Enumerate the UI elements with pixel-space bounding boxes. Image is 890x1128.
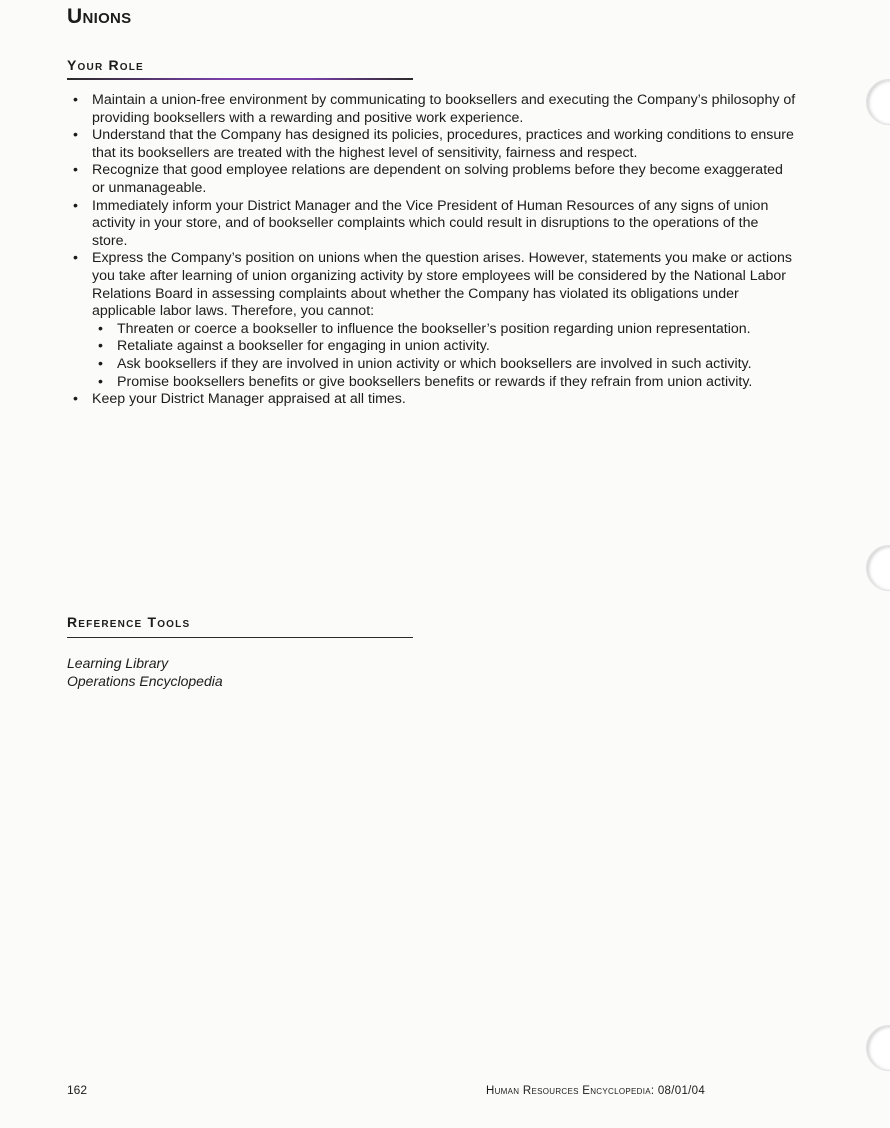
bullet-text: Immediately inform your District Manager and the Vice President of Human Resources of any signs of union activity in your store, and of bookseller complaints which could result in disruptions to the operations of the store. xyxy=(92,197,769,249)
sub-bullet-item xyxy=(92,321,797,339)
page-title: Unions xyxy=(67,5,132,28)
reference-item-operations-encyclopedia: Operations Encyclopedia xyxy=(67,672,223,689)
reference-item-learning-library: Learning Library xyxy=(67,655,169,671)
your-role-rule xyxy=(67,78,413,80)
binder-hole-bottom xyxy=(866,1025,890,1071)
binder-hole-middle xyxy=(866,545,890,591)
bullet-text: Keep your District Manager appraised at all times. xyxy=(92,391,406,408)
bullet-text: Recognize that good employee relations are dependent on solving problems before they become exaggerated or unmanageable. xyxy=(92,162,783,196)
bullet-text: Express the Company’s position on unions when the question arises. However, statements you make or actions you take after learning of union organizing activity by store employees will be considered by the National Labor Relations Board in assessing complaints about whether the Company has violated its obligations under applicable labor laws. Therefore, you cannot: xyxy=(92,250,793,320)
bullet-item xyxy=(67,127,797,162)
page-number: 162 xyxy=(67,1083,88,1097)
bullet-text: Understand that the Company has designed its policies, procedures, practices and working conditions to ensure that its booksellers are treated with the highest level of sensitivity, fairness and respect. xyxy=(92,127,794,161)
reference-tools-rule xyxy=(67,637,413,638)
reference-tools-heading: Reference Tools xyxy=(67,614,191,630)
footer-text: Human Resources Encyclopedia: 08/01/04 xyxy=(486,1085,706,1097)
your-role-heading: Your Role xyxy=(67,57,144,73)
cannot-sub-list xyxy=(92,321,797,391)
sub-bullet-text: Promise booksellers benefits or give booksellers benefits or rewards if they refrain from union activity. xyxy=(117,373,753,390)
sub-bullet-item xyxy=(92,356,797,374)
bullet-item xyxy=(67,250,797,391)
bullet-item xyxy=(67,162,797,197)
bullet-text: Maintain a union-free environment by communicating to booksellers and executing the Company’s philosophy of providing booksellers with a rewarding and positive work experience. xyxy=(92,92,796,126)
your-role-bullet-list xyxy=(67,92,797,409)
sub-bullet-item xyxy=(92,338,797,356)
bullet-item xyxy=(67,92,797,127)
sub-bullet-text: Retaliate against a bookseller for engaging in union activity. xyxy=(117,338,490,355)
bullet-item xyxy=(67,391,797,409)
sub-bullet-item xyxy=(92,374,797,392)
sub-bullet-text: Threaten or coerce a bookseller to influence the bookseller’s position regarding union representation. xyxy=(117,320,751,337)
bullet-item xyxy=(67,198,797,251)
sub-bullet-text: Ask booksellers if they are involved in union activity or which booksellers are involved in such activity. xyxy=(117,355,752,372)
binder-hole-top xyxy=(866,79,890,125)
reference-tools-list xyxy=(67,655,223,690)
